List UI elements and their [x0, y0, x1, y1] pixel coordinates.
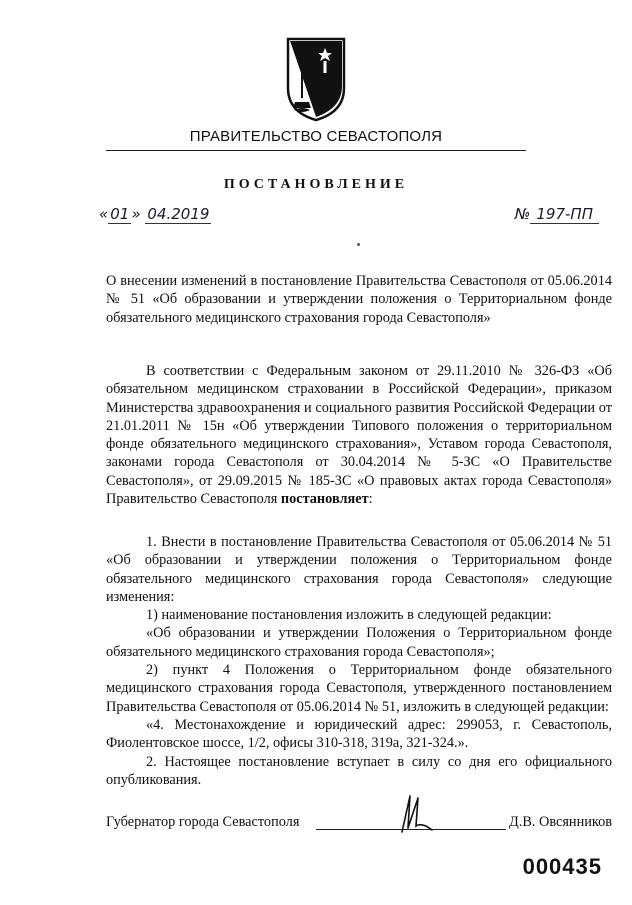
preamble-text: В соответствии с Федеральным законом от 29.11.2010 № 326-ФЗ «Об обязательном медицинском страховании в Российской Федерации», приказом Министерства здравоохранения и социального развития Российской Федерации от 21.01.2011 № 15н «Об утверждении Типового положения о территориальном фонде обязательного медицинского страхования», Уставом города Севастополя, законами города Севастополя от 30.04.2014 № 5-ЗС «О Правительстве Севастополя», от 29.09.2015 № 185-ЗС «О правовых актах города Севастополя» Правительство Севастополя	[106, 363, 612, 508]
item-paragraph: 2) пункт 4 Положения о Территориальном фонде обязательного медицинского страхования города Севастополя, утвержденного постановлением Правительства Севастополя от 05.06.2014 № 51, изложить в следующей редакции:	[106, 662, 612, 715]
item-paragraph: 2. Настоящее постановление вступает в силу со дня его официального опубликования.	[106, 753, 612, 788]
signatory-role: Губернатор города Севастополя	[106, 814, 300, 830]
item-paragraph: 1) наименование постановления изложить в следующей редакции:	[146, 607, 552, 624]
preamble-colon: :	[368, 491, 373, 508]
handwritten-signature-icon	[388, 792, 448, 838]
scan-dot	[357, 243, 360, 246]
government-title: ПРАВИТЕЛЬСТВО СЕВАСТОПОЛЯ	[189, 128, 443, 145]
document-number	[515, 205, 599, 223]
serial-number: 000435	[522, 854, 602, 879]
document-date	[99, 205, 211, 223]
number-prefix: №	[514, 205, 531, 223]
number-value: 197-ПП	[530, 205, 599, 224]
document-subject	[106, 272, 612, 327]
sevastopol-coat-of-arms-icon	[285, 36, 347, 122]
date-day: 01	[110, 205, 130, 223]
subject-text: О внесении изменений в постановление Правительства Севастополя от 05.06.2014 № 51 «Об образовании и утверждении положения о Территориальном фонде обязательного медицинского страхования города Севастополя»	[106, 273, 612, 326]
signatory-name: Д.В. Овсянников	[509, 814, 612, 830]
preamble-paragraph	[106, 362, 612, 508]
title-divider	[106, 150, 526, 151]
resolution-items	[106, 533, 612, 789]
preamble	[106, 362, 612, 508]
date-month-year: 04.2019	[147, 205, 210, 223]
document-type: ПОСТАНОВЛЕНИЕ	[223, 177, 409, 192]
date-open-quote: «	[99, 205, 109, 223]
item-paragraph: «4. Местонахождение и юридический адрес: 299053, г. Севастополь, Фиолентовское шоссе, 1/2, офисы 310-318, 319а, 321-324.».	[106, 716, 612, 752]
item-paragraph: «Об образовании и утверждении Положения о Территориальном фонде обязательного медицинского страхования города Севастополя»;	[106, 625, 612, 660]
item-paragraph: 1. Внести в постановление Правительства Севастополя от 05.06.2014 № 51 «Об образовании и утверждении положения о Территориальном фонде обязательного медицинского страхования города Севастополя» следующие изменения:	[106, 534, 612, 605]
preamble-verb: постановляет	[280, 491, 369, 508]
date-close-quote: »	[131, 205, 141, 223]
